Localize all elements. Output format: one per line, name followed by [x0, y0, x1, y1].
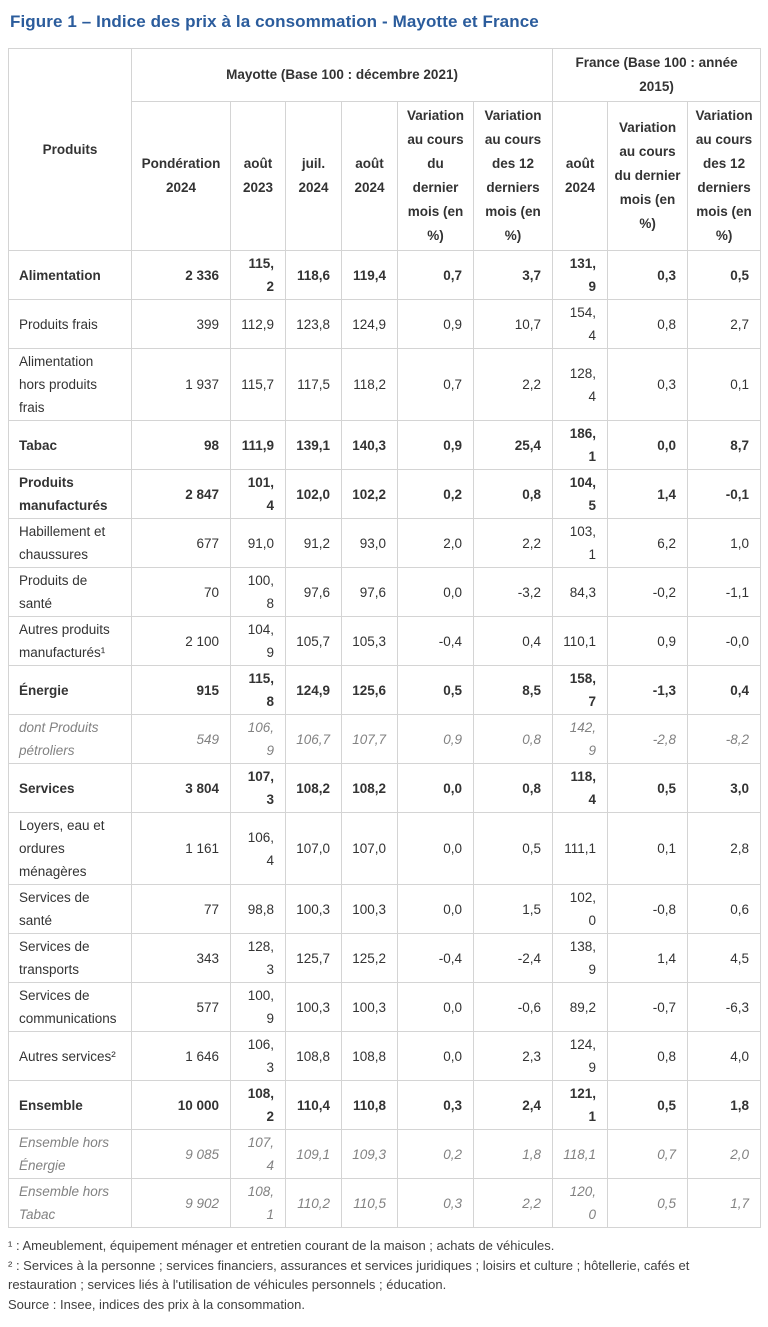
header-group-row [9, 49, 761, 102]
footnote-1: ¹ : Ameublement, équipement ménager et entretien courant de la maison ; achats de véhicules. [8, 1238, 555, 1253]
cell-value: 98 [132, 421, 231, 470]
cell-value: 93,0 [342, 519, 398, 568]
cell-value: 0,0 [398, 983, 474, 1032]
cell-value: 123,8 [286, 300, 342, 349]
column-header-aout-2024-france: août 2024 [553, 102, 608, 251]
cell-value: 142,9 [553, 715, 608, 764]
cell-value: 108,8 [286, 1032, 342, 1081]
cell-value: 91,2 [286, 519, 342, 568]
cell-value: 108,8 [342, 1032, 398, 1081]
cell-value: 0,5 [474, 813, 553, 885]
cell-value: 110,4 [286, 1081, 342, 1130]
row-label: Produits frais [9, 300, 132, 349]
cell-value: 0,3 [398, 1081, 474, 1130]
column-header-produits: Produits [9, 49, 132, 251]
group-header-france: France (Base 100 : année 2015) [553, 49, 761, 102]
cell-value: 2,3 [474, 1032, 553, 1081]
cell-value: 0,5 [608, 1081, 688, 1130]
row-label: Alimentation hors produits frais [9, 349, 132, 421]
cell-value: 0,9 [398, 421, 474, 470]
group-header-mayotte: Mayotte (Base 100 : décembre 2021) [132, 49, 553, 102]
cell-value: -0,4 [398, 934, 474, 983]
cell-value: 2,2 [474, 519, 553, 568]
column-header-variation-mois-france: Variation au cours du dernier mois (en %) [608, 102, 688, 251]
cell-value: 107,3 [231, 764, 286, 813]
cell-value: 1,8 [474, 1130, 553, 1179]
table-row [9, 251, 761, 300]
cell-value: 915 [132, 666, 231, 715]
cell-value: 125,7 [286, 934, 342, 983]
cell-value: 0,8 [608, 300, 688, 349]
cell-value: 109,1 [286, 1130, 342, 1179]
cell-value: 577 [132, 983, 231, 1032]
cell-value: 105,7 [286, 617, 342, 666]
cell-value: 115,8 [231, 666, 286, 715]
table-row [9, 934, 761, 983]
cell-value: 106,7 [286, 715, 342, 764]
cell-value: 0,0 [398, 568, 474, 617]
cell-value: 0,6 [688, 885, 761, 934]
cell-value: 154,4 [553, 300, 608, 349]
cell-value: 0,5 [688, 251, 761, 300]
cell-value: 112,9 [231, 300, 286, 349]
cell-value: 110,2 [286, 1179, 342, 1228]
cell-value: 107,7 [342, 715, 398, 764]
cell-value: 0,2 [398, 1130, 474, 1179]
cell-value: -2,8 [608, 715, 688, 764]
cell-value: 0,3 [398, 1179, 474, 1228]
row-label: Énergie [9, 666, 132, 715]
footnotes [8, 1237, 760, 1314]
column-header-variation-12mois-mayotte: Variation au cours des 12 derniers mois (en %) [474, 102, 553, 251]
table-row [9, 764, 761, 813]
table-row [9, 617, 761, 666]
cell-value: 100,9 [231, 983, 286, 1032]
cell-value: 118,4 [553, 764, 608, 813]
cell-value: 100,3 [286, 983, 342, 1032]
table-row [9, 1130, 761, 1179]
table-row [9, 568, 761, 617]
cell-value: 110,1 [553, 617, 608, 666]
price-index-table [8, 48, 761, 1228]
cell-value: 10,7 [474, 300, 553, 349]
cell-value: 2,4 [474, 1081, 553, 1130]
cell-value: 0,3 [608, 349, 688, 421]
table-row [9, 666, 761, 715]
table-row [9, 715, 761, 764]
cell-value: 103,1 [553, 519, 608, 568]
cell-value: 102,0 [286, 470, 342, 519]
cell-value: 2,2 [474, 1179, 553, 1228]
cell-value: 0,5 [398, 666, 474, 715]
cell-value: 0,3 [608, 251, 688, 300]
cell-value: 108,2 [286, 764, 342, 813]
column-header-variation-mois-mayotte: Variation au cours du dernier mois (en %) [398, 102, 474, 251]
cell-value: 98,8 [231, 885, 286, 934]
cell-value: 110,5 [342, 1179, 398, 1228]
source-line: Source : Insee, indices des prix à la consommation. [8, 1296, 305, 1312]
cell-value: 0,8 [474, 715, 553, 764]
cell-value: 139,1 [286, 421, 342, 470]
row-label: dont Produits pétroliers [9, 715, 132, 764]
cell-value: 107,0 [342, 813, 398, 885]
column-header-aout-2023: août 2023 [231, 102, 286, 251]
cell-value: 1 937 [132, 349, 231, 421]
cell-value: 108,2 [231, 1081, 286, 1130]
cell-value: 1 161 [132, 813, 231, 885]
row-label: Ensemble [9, 1081, 132, 1130]
cell-value: 0,1 [608, 813, 688, 885]
cell-value: 1,4 [608, 470, 688, 519]
cell-value: 1 646 [132, 1032, 231, 1081]
cell-value: -0,2 [608, 568, 688, 617]
row-label: Habillement et chaussures [9, 519, 132, 568]
row-label: Services de communications [9, 983, 132, 1032]
cell-value: 100,3 [342, 983, 398, 1032]
cell-value: 2 336 [132, 251, 231, 300]
cell-value: 97,6 [342, 568, 398, 617]
cell-value: 8,5 [474, 666, 553, 715]
cell-value: 4,5 [688, 934, 761, 983]
cell-value: 4,0 [688, 1032, 761, 1081]
cell-value: 158,7 [553, 666, 608, 715]
cell-value: -1,1 [688, 568, 761, 617]
cell-value: 1,4 [608, 934, 688, 983]
cell-value: 10 000 [132, 1081, 231, 1130]
cell-value: 0,7 [608, 1130, 688, 1179]
cell-value: 118,6 [286, 251, 342, 300]
table-row [9, 470, 761, 519]
cell-value: 677 [132, 519, 231, 568]
cell-value: 0,0 [398, 1032, 474, 1081]
cell-value: 0,8 [608, 1032, 688, 1081]
cell-value: 2,2 [474, 349, 553, 421]
cell-value: 0,2 [398, 470, 474, 519]
cell-value: 100,3 [342, 885, 398, 934]
cell-value: -0,4 [398, 617, 474, 666]
cell-value: 0,5 [608, 764, 688, 813]
cell-value: 2,0 [688, 1130, 761, 1179]
cell-value: 102,0 [553, 885, 608, 934]
footnote-2: ² : Services à la personne ; services financiers, assurances et services juridiques ; loisirs et culture ; hôtellerie, cafés et restauration ; services liés à l'utilisation de véhicules personnels ; éducation. [8, 1257, 690, 1292]
table-row [9, 813, 761, 885]
cell-value: 84,3 [553, 568, 608, 617]
cell-value: 2,0 [398, 519, 474, 568]
row-label: Ensemble hors Énergie [9, 1130, 132, 1179]
cell-value: 0,4 [688, 666, 761, 715]
figure-title: Figure 1 – Indice des prix à la consommation - Mayotte et France [10, 12, 539, 31]
cell-value: 0,4 [474, 617, 553, 666]
cell-value: 120,0 [553, 1179, 608, 1228]
cell-value: 138,9 [553, 934, 608, 983]
cell-value: 118,2 [342, 349, 398, 421]
cell-value: 0,7 [398, 251, 474, 300]
row-label: Services de santé [9, 885, 132, 934]
column-header-juil-2024: juil. 2024 [286, 102, 342, 251]
cell-value: 105,3 [342, 617, 398, 666]
column-header-variation-12mois-france: Variation au cours des 12 derniers mois (en %) [688, 102, 761, 251]
cell-value: 8,7 [688, 421, 761, 470]
cell-value: 104,9 [231, 617, 286, 666]
table-row [9, 885, 761, 934]
cell-value: 100,8 [231, 568, 286, 617]
cell-value: 124,9 [553, 1032, 608, 1081]
cell-value: 186,1 [553, 421, 608, 470]
cell-value: 115,2 [231, 251, 286, 300]
row-label: Autres services² [9, 1032, 132, 1081]
cell-value: 124,9 [342, 300, 398, 349]
cell-value: 25,4 [474, 421, 553, 470]
cell-value: 3,7 [474, 251, 553, 300]
cell-value: 2 847 [132, 470, 231, 519]
cell-value: 101,4 [231, 470, 286, 519]
cell-value: 89,2 [553, 983, 608, 1032]
cell-value: -3,2 [474, 568, 553, 617]
cell-value: 108,1 [231, 1179, 286, 1228]
column-header-ponderation: Pondération 2024 [132, 102, 231, 251]
cell-value: 1,8 [688, 1081, 761, 1130]
cell-value: 0,8 [474, 764, 553, 813]
cell-value: 125,2 [342, 934, 398, 983]
cell-value: 108,2 [342, 764, 398, 813]
cell-value: -0,7 [608, 983, 688, 1032]
row-label: Ensemble hors Tabac [9, 1179, 132, 1228]
cell-value: 9 902 [132, 1179, 231, 1228]
cell-value: 0,0 [398, 764, 474, 813]
cell-value: 0,9 [398, 715, 474, 764]
table-header [9, 49, 761, 251]
cell-value: 2,7 [688, 300, 761, 349]
cell-value: 131,9 [553, 251, 608, 300]
cell-value: 102,2 [342, 470, 398, 519]
cell-value: 140,3 [342, 421, 398, 470]
table-row [9, 300, 761, 349]
cell-value: 6,2 [608, 519, 688, 568]
cell-value: 77 [132, 885, 231, 934]
table-row [9, 519, 761, 568]
cell-value: 549 [132, 715, 231, 764]
cell-value: 124,9 [286, 666, 342, 715]
cell-value: 399 [132, 300, 231, 349]
cell-value: 100,3 [286, 885, 342, 934]
row-label: Tabac [9, 421, 132, 470]
cell-value: 97,6 [286, 568, 342, 617]
row-label: Alimentation [9, 251, 132, 300]
cell-value: 2 100 [132, 617, 231, 666]
row-label: Produits de santé [9, 568, 132, 617]
row-label: Produits manufacturés [9, 470, 132, 519]
cell-value: 9 085 [132, 1130, 231, 1179]
table-row [9, 1179, 761, 1228]
row-label: Services de transports [9, 934, 132, 983]
cell-value: -2,4 [474, 934, 553, 983]
row-label: Autres produits manufacturés¹ [9, 617, 132, 666]
cell-value: 0,8 [474, 470, 553, 519]
cell-value: 117,5 [286, 349, 342, 421]
cell-value: 0,1 [688, 349, 761, 421]
table-body [9, 251, 761, 1228]
cell-value: -1,3 [608, 666, 688, 715]
cell-value: 0,9 [398, 300, 474, 349]
cell-value: 0,5 [608, 1179, 688, 1228]
cell-value: 0,0 [398, 813, 474, 885]
cell-value: 106,3 [231, 1032, 286, 1081]
cell-value: 0,0 [398, 885, 474, 934]
cell-value: 70 [132, 568, 231, 617]
row-label: Services [9, 764, 132, 813]
table-row [9, 349, 761, 421]
cell-value: 125,6 [342, 666, 398, 715]
cell-value: 3 804 [132, 764, 231, 813]
cell-value: 115,7 [231, 349, 286, 421]
cell-value: 121,1 [553, 1081, 608, 1130]
cell-value: 1,0 [688, 519, 761, 568]
cell-value: 106,9 [231, 715, 286, 764]
cell-value: 3,0 [688, 764, 761, 813]
cell-value: 110,8 [342, 1081, 398, 1130]
cell-value: 343 [132, 934, 231, 983]
cell-value: 109,3 [342, 1130, 398, 1179]
cell-value: 107,0 [286, 813, 342, 885]
cell-value: 106,4 [231, 813, 286, 885]
column-header-aout-2024: août 2024 [342, 102, 398, 251]
cell-value: -0,0 [688, 617, 761, 666]
cell-value: -8,2 [688, 715, 761, 764]
cell-value: 1,5 [474, 885, 553, 934]
cell-value: -0,1 [688, 470, 761, 519]
table-row [9, 1081, 761, 1130]
cell-value: 2,8 [688, 813, 761, 885]
cell-value: 119,4 [342, 251, 398, 300]
cell-value: 1,7 [688, 1179, 761, 1228]
cell-value: 0,0 [608, 421, 688, 470]
table-row [9, 983, 761, 1032]
cell-value: 128,4 [553, 349, 608, 421]
row-label: Loyers, eau et ordures ménagères [9, 813, 132, 885]
cell-value: 111,1 [553, 813, 608, 885]
cell-value: -0,8 [608, 885, 688, 934]
table-row [9, 421, 761, 470]
cell-value: 111,9 [231, 421, 286, 470]
table-row [9, 1032, 761, 1081]
cell-value: 128,3 [231, 934, 286, 983]
cell-value: -0,6 [474, 983, 553, 1032]
cell-value: 91,0 [231, 519, 286, 568]
cell-value: 0,9 [608, 617, 688, 666]
cell-value: -6,3 [688, 983, 761, 1032]
cell-value: 104,5 [553, 470, 608, 519]
cell-value: 118,1 [553, 1130, 608, 1179]
cell-value: 107,4 [231, 1130, 286, 1179]
cell-value: 0,7 [398, 349, 474, 421]
